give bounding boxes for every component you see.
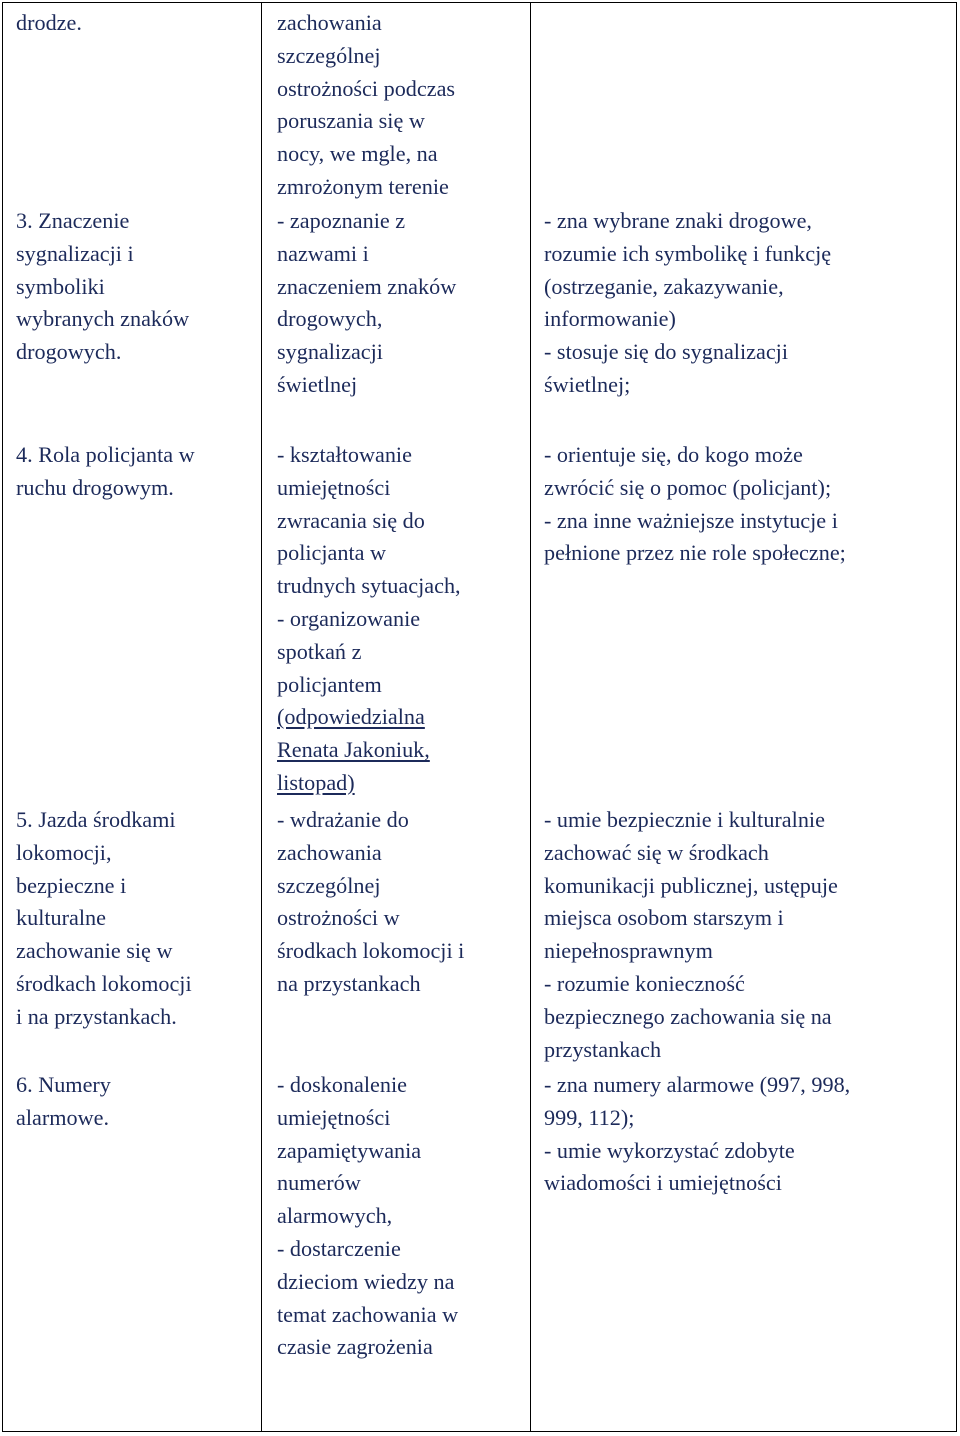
text-line: (odpowiedzialna	[277, 704, 425, 730]
outcomes-cell	[544, 1069, 850, 1200]
text-line: środkach lokomocji	[16, 970, 192, 996]
text-line: bezpiecznego zachowania się na	[544, 1003, 832, 1029]
text-line: szczególnej	[277, 42, 381, 68]
text-line: środkach lokomocji i	[277, 938, 465, 964]
text-line: temat zachowania w	[277, 1301, 459, 1327]
text-line: sygnalizacji	[277, 339, 383, 365]
text-line: - zna wybrane znaki drogowe,	[544, 208, 812, 233]
text-line: zachowanie się w	[16, 938, 173, 964]
text-line: 3. Znaczenie	[16, 208, 130, 233]
text-line: - organizowanie	[277, 605, 421, 631]
text-line: - dostarczenie	[277, 1235, 401, 1261]
text-line: - orientuje się, do kogo może	[544, 442, 803, 467]
text-line: alarmowych,	[277, 1203, 393, 1229]
text-line: miejsca osobom starszym i	[544, 905, 784, 931]
text-line: na przystankach	[277, 970, 421, 996]
text-line: Renata Jakoniuk,	[277, 737, 430, 763]
text-line: 6. Numery	[16, 1072, 111, 1097]
text-line: umiejętności	[277, 474, 391, 500]
text-line: rozumie ich symbolikę i funkcję	[544, 240, 832, 266]
text-line: - zna numery alarmowe (997, 998,	[544, 1072, 851, 1097]
column-divider	[261, 3, 262, 1431]
text-line: znaczeniem znaków	[277, 273, 457, 299]
text-line: trudnych sytuacjach,	[277, 573, 461, 599]
text-line: symboliki	[16, 273, 105, 299]
text-line: - stosuje się do sygnalizacji	[544, 339, 789, 365]
text-line: dzieciom wiedzy na	[277, 1268, 455, 1294]
text-line: zmrożonym terenie	[277, 173, 449, 199]
activities-cell	[277, 1069, 458, 1364]
text-line: policjantem	[277, 671, 382, 697]
activities-cell	[277, 804, 464, 1001]
text-line: nocy, we mgle, na	[277, 141, 438, 167]
text-line: szczególnej	[277, 872, 381, 898]
text-line: informowanie)	[544, 306, 676, 332]
text-line: lokomocji,	[16, 839, 112, 865]
text-line: - kształtowanie	[277, 442, 412, 467]
text-line: sygnalizacji i	[16, 240, 134, 266]
topic-cell	[16, 205, 189, 369]
text-line: wiadomości i umiejętności	[544, 1170, 782, 1196]
text-line	[277, 767, 461, 800]
text-line: zapamiętywania	[277, 1137, 422, 1163]
text-line: - doskonalenie	[277, 1072, 408, 1097]
topic-cell	[16, 804, 192, 1034]
text-line: - rozumie konieczność	[544, 970, 745, 996]
activities-cell	[277, 7, 455, 204]
text-line: policjanta w	[277, 540, 387, 566]
text-line: 5. Jazda środkami	[16, 807, 176, 832]
text-line: przystankach	[544, 1036, 662, 1062]
text-line: i na przystankach.	[16, 1003, 177, 1029]
text-fragment: listopad)	[277, 769, 355, 795]
text-line: wybranych znaków	[16, 306, 190, 332]
text-line: drogowych,	[277, 306, 383, 332]
text-line: - zapoznanie z	[277, 208, 406, 233]
text-line: spotkań z	[277, 638, 362, 664]
text-line: zwrócić się o pomoc (policjant);	[544, 474, 832, 500]
activities-cell	[277, 205, 456, 402]
outcomes-cell	[544, 205, 831, 402]
text-line: zwracania się do	[277, 507, 425, 533]
curriculum-table	[2, 2, 957, 1432]
text-line: poruszania się w	[277, 108, 425, 134]
text-line: kulturalne	[16, 905, 106, 931]
text-line: pełnione przez nie role społeczne;	[544, 540, 846, 566]
text-line: czasie zagrożenia	[277, 1334, 433, 1360]
text-line: zachowania	[277, 839, 382, 865]
text-line: numerów	[277, 1170, 361, 1196]
text-line: ruchu drogowym.	[16, 474, 174, 500]
text-line: umiejętności	[277, 1104, 391, 1130]
text-line: - zna inne ważniejsze instytucje i	[544, 507, 838, 533]
outcomes-cell	[544, 804, 838, 1066]
text-line: nazwami i	[277, 240, 369, 266]
text-line: ostrożności podczas	[277, 75, 456, 101]
text-line: - wdrażanie do	[277, 807, 409, 832]
text-line: drodze.	[16, 10, 82, 35]
text-line: zachować się w środkach	[544, 839, 769, 865]
text-line: alarmowe.	[16, 1104, 110, 1130]
text-line: zachowania	[277, 10, 382, 35]
text-line: 999, 112);	[544, 1104, 635, 1130]
text-line: drogowych.	[16, 339, 122, 365]
text-line: bezpieczne i	[16, 872, 127, 898]
text-line: ostrożności w	[277, 905, 400, 931]
text-line: - umie wykorzystać zdobyte	[544, 1137, 795, 1163]
text-line: świetlnej;	[544, 371, 631, 397]
activities-cell	[277, 439, 461, 800]
topic-cell	[16, 7, 82, 40]
text-line: (ostrzeganie, zakazywanie,	[544, 273, 784, 299]
text-line: świetlnej	[277, 371, 358, 397]
text-line: niepełnosprawnym	[544, 938, 713, 964]
text-line: komunikacji publicznej, ustępuje	[544, 872, 838, 898]
outcomes-cell	[544, 439, 846, 570]
column-divider	[530, 3, 531, 1431]
text-line: 4. Rola policjanta w	[16, 442, 195, 467]
topic-cell	[16, 1069, 111, 1135]
topic-cell	[16, 439, 195, 505]
text-line: - umie bezpiecznie i kulturalnie	[544, 807, 825, 832]
